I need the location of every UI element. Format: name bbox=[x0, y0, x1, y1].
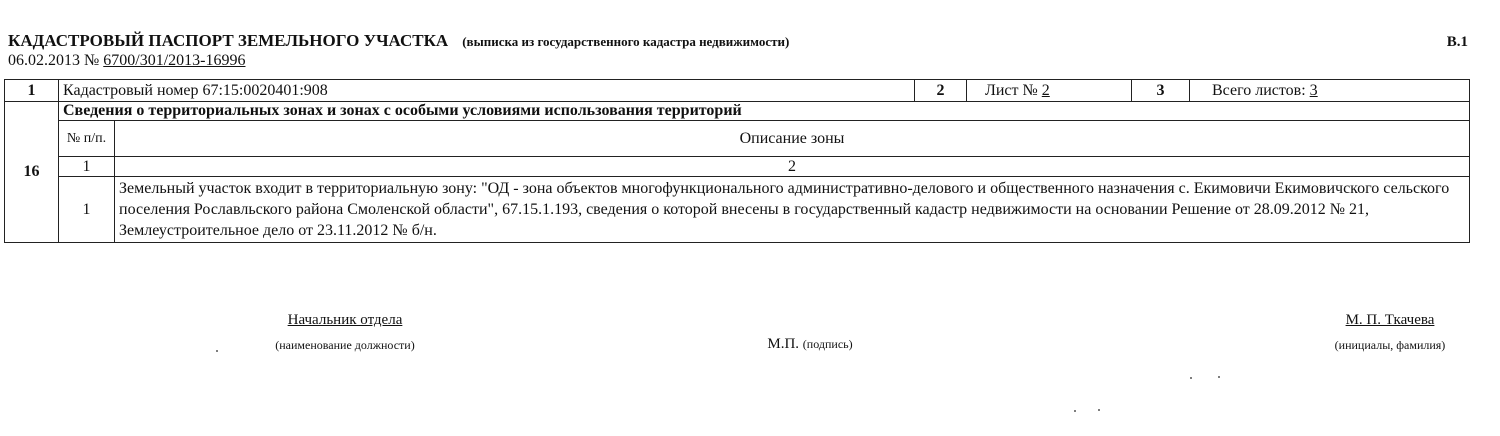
col-desc-index: 2 bbox=[115, 157, 1470, 177]
total-number: 3 bbox=[1309, 81, 1318, 99]
form-code: В.1 bbox=[1446, 34, 1468, 50]
scan-speck bbox=[1074, 410, 1076, 412]
position-signature-block bbox=[230, 312, 460, 353]
scan-speck bbox=[1218, 376, 1220, 378]
scan-speck bbox=[216, 350, 218, 352]
document-date-number bbox=[8, 52, 245, 70]
col2-index-cell: 2 bbox=[915, 80, 967, 102]
stamp-caption: (подпись) bbox=[802, 337, 853, 351]
stamp-block bbox=[720, 336, 900, 353]
name-caption: (инициалы, фамилия) bbox=[1334, 338, 1446, 352]
table-row bbox=[5, 102, 1470, 121]
document-title bbox=[8, 31, 789, 51]
cadastral-table bbox=[4, 79, 1470, 243]
sheet-number-cell bbox=[967, 80, 1132, 102]
col3-index-cell: 3 bbox=[1132, 80, 1190, 102]
name-signature-block bbox=[1290, 312, 1490, 353]
table-row bbox=[5, 177, 1470, 243]
date-prefix: 06.02.2013 № bbox=[8, 52, 100, 69]
document-number: 6700/301/2013-16996 bbox=[103, 52, 246, 69]
col-no-header: № п/п. bbox=[59, 121, 115, 157]
zone-description: Земельный участок входит в территориальную зону: "ОД - зона объектов многофункционального административно-делового и общественного назначения с. Екимовичи Екимовичского сельского поселения Рославльского района Смоленской области", 67.15.1.193, сведения о которой внесены в государственный кадастр недвижимости на основании Решение от 28.09.2012 № 21, Землеустроительное дело от 23.11.2012 № б/н. bbox=[115, 177, 1470, 243]
cadastral-number-cell: Кадастровый номер 67:15:0020401:908 bbox=[59, 80, 915, 102]
signatory-name: М. П. Ткачева bbox=[1345, 312, 1435, 328]
document-subtitle: (выписка из государственного кадастра недвижимости) bbox=[462, 34, 790, 49]
table-row bbox=[5, 157, 1470, 177]
position-caption: (наименование должности) bbox=[275, 338, 415, 352]
title-text: КАДАСТРОВЫЙ ПАСПОРТ ЗЕМЕЛЬНОГО УЧАСТКА bbox=[8, 31, 449, 50]
zone-row-number: 1 bbox=[59, 177, 115, 243]
scan-speck bbox=[1190, 377, 1192, 379]
stamp-label: М.П. bbox=[767, 336, 800, 352]
table-row bbox=[5, 80, 1470, 102]
position-title: Начальник отдела bbox=[287, 312, 403, 328]
total-sheets-cell bbox=[1190, 80, 1470, 102]
section-index-cell: 16 bbox=[5, 102, 59, 243]
total-label: Всего листов: bbox=[1212, 81, 1306, 99]
section-title-cell: Сведения о территориальных зонах и зонах с особыми условиями использования территорий bbox=[59, 102, 1470, 121]
row-index-cell: 1 bbox=[5, 80, 59, 102]
col-desc-header: Описание зоны bbox=[115, 121, 1470, 157]
sheet-label: Лист № bbox=[985, 81, 1038, 99]
col-no-index: 1 bbox=[59, 157, 115, 177]
sheet-number: 2 bbox=[1041, 81, 1050, 99]
scan-speck bbox=[1098, 409, 1100, 411]
table-row bbox=[5, 121, 1470, 157]
